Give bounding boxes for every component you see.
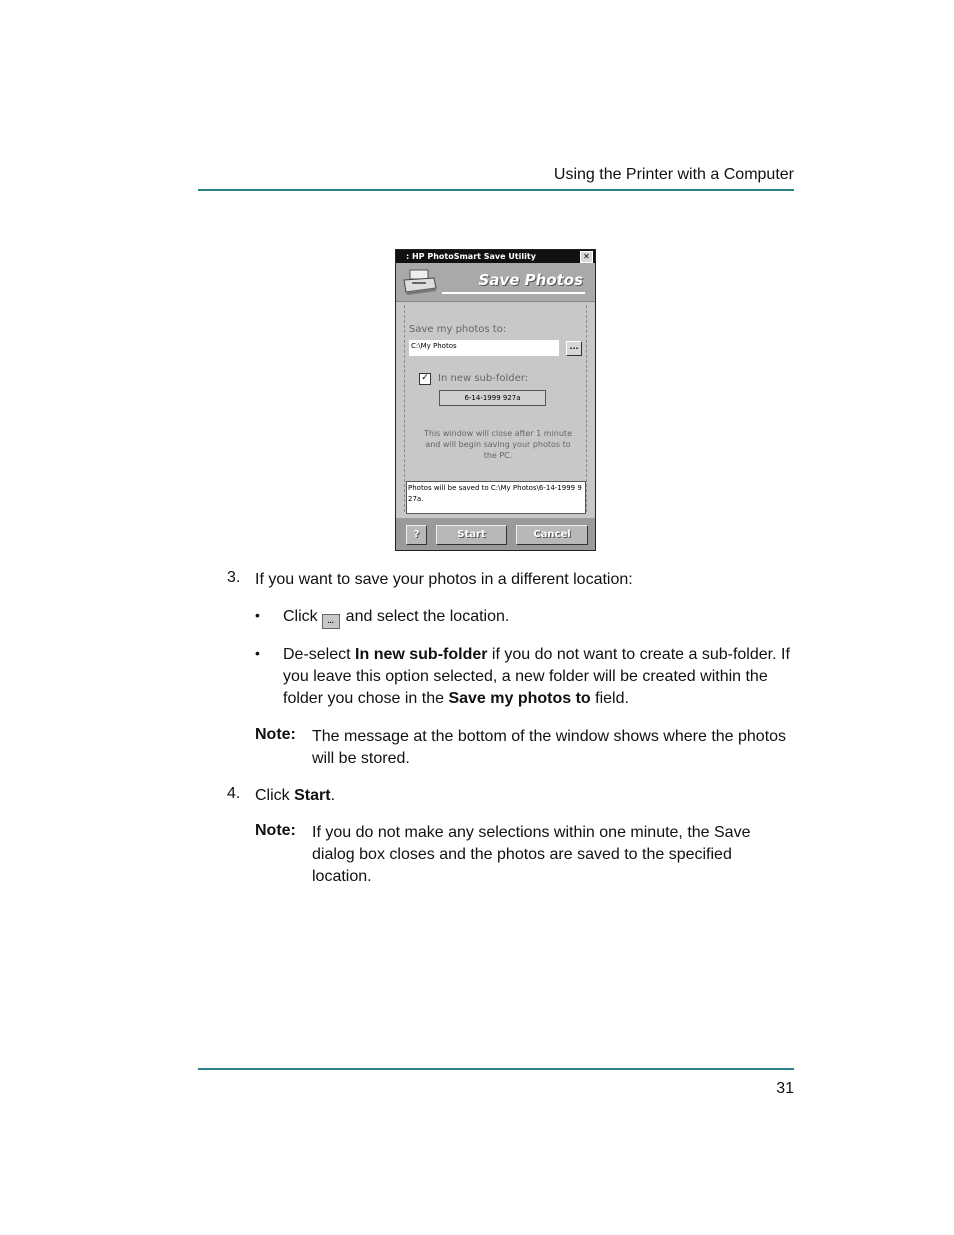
note-2-label: Note: bbox=[255, 822, 296, 839]
banner-title: Save Photos bbox=[478, 271, 583, 289]
bullet-2-part-a: De-select bbox=[283, 646, 356, 663]
bullet-2-subfolder-term: In new sub-folder bbox=[355, 646, 488, 663]
step-4-number: 4. bbox=[227, 785, 241, 802]
save-path-input[interactable]: C:\My Photos bbox=[409, 340, 559, 356]
subfolder-checkbox[interactable]: ✓ bbox=[419, 373, 431, 385]
bullet-1-text bbox=[283, 606, 795, 629]
inline-browse-icon: ... bbox=[322, 614, 340, 629]
note-2-text: If you do not make any selections within one minute, the Save dialog box closes and the photos are saved to the specified location. bbox=[312, 824, 751, 885]
help-button[interactable]: ? bbox=[406, 525, 427, 545]
bullet-2-part-e: field. bbox=[590, 690, 629, 707]
bullet-2-text bbox=[283, 644, 795, 710]
note-1-label: Note: bbox=[255, 726, 296, 743]
bullet-2-save-term: Save my photos to bbox=[448, 690, 591, 707]
page-header-title: Using the Printer with a Computer bbox=[553, 166, 794, 183]
footer-rule bbox=[198, 1068, 794, 1070]
close-icon[interactable]: ✕ bbox=[580, 251, 593, 263]
save-utility-dialog bbox=[395, 249, 596, 551]
step-4-pre: Click bbox=[255, 787, 295, 804]
browse-button[interactable]: ... bbox=[566, 341, 582, 356]
dialog-title: : HP PhotoSmart Save Utility bbox=[406, 252, 536, 261]
dialog-button-row bbox=[396, 518, 595, 550]
header-rule bbox=[198, 189, 794, 191]
save-location-label: Save my photos to: bbox=[409, 324, 507, 335]
dialog-banner bbox=[396, 263, 595, 302]
bullet-1-pre: Click bbox=[283, 608, 318, 625]
bullet-1-post: and select the location. bbox=[345, 608, 510, 625]
subfolder-name-field[interactable]: 6-14-1999 927a bbox=[439, 390, 546, 406]
banner-underline bbox=[442, 292, 585, 294]
dialog-titlebar bbox=[396, 250, 595, 263]
bullet-2-marker: • bbox=[255, 645, 260, 661]
printer-icon bbox=[402, 268, 438, 296]
bullet-1-marker: • bbox=[255, 607, 260, 623]
cancel-button[interactable]: Cancel bbox=[516, 525, 588, 545]
subfolder-label: In new sub-folder: bbox=[438, 373, 529, 384]
auto-close-info: This window will close after 1 minute and will begin saving your photos to the PC. bbox=[423, 429, 572, 460]
step-3-text: If you want to save your photos in a different location: bbox=[255, 571, 633, 588]
note-1-text: The message at the bottom of the window shows where the photos will be stored. bbox=[312, 728, 787, 767]
bullet-2-part-c: if you do not want to create a sub-folder. If you leave this option selected, a new folder will be created within the folder you chose in the bbox=[283, 646, 790, 707]
step-4-text bbox=[255, 785, 795, 807]
page-number: 31 bbox=[776, 1080, 794, 1097]
start-button[interactable]: Start bbox=[436, 525, 507, 545]
step-4-start-term: Start bbox=[294, 787, 331, 804]
step-4-post: . bbox=[330, 787, 336, 804]
step-3-number: 3. bbox=[227, 569, 241, 586]
status-message: Photos will be saved to C:\My Photos\6-14-1999 927a. bbox=[406, 481, 586, 514]
